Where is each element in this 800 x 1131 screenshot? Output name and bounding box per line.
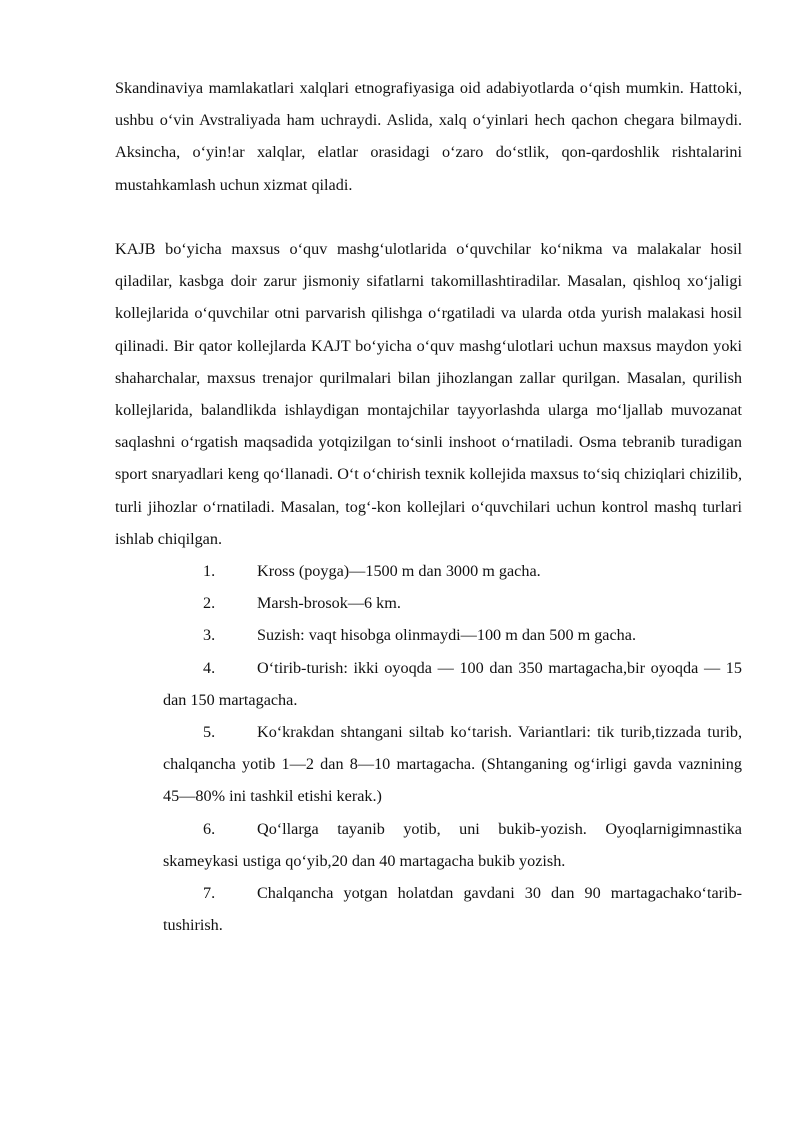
exercise-list — [115, 555, 742, 941]
paragraph-1: Skandinaviya mamlakatlari xalqlari etnografiyasiga oid adabiyotlarda o‘qish mumkin. Hattoki, ushbu o‘vin Avstraliyada ham uchraydi. Aslida, xalq o‘yinlari hech qachon chegara bilmaydi. Aksincha, o‘yin!ar xalqlar, elatlar orasidagi o‘zaro do‘stlik, qon-qardoshlik rishtalarini mustahkamlash uchun xizmat qiladi. — [115, 79, 742, 194]
list-item — [163, 555, 742, 587]
paragraph-spacer — [115, 201, 742, 233]
list-item — [163, 587, 742, 619]
list-item-text: O‘tirib-turish: ikki oyoqda — 100 dan 350 martagacha,bir oyoqda — 15 dan 150 martagacha. — [163, 658, 742, 709]
list-item-number: 5. — [203, 723, 216, 742]
list-item-number: 3. — [203, 626, 216, 645]
list-item-text: Suzish: vaqt hisobga olinmaydi—100 m dan 500 m gacha. — [257, 626, 637, 645]
list-item-number: 2. — [203, 594, 216, 613]
list-item-text: Qo‘llarga tayanib yotib, uni bukib-yozish. Oyoqlarnigimnastika skameykasi ustiga qo‘yib,20 dan 40 martagacha bukib yozish. — [163, 819, 742, 870]
list-item — [163, 813, 742, 877]
list-item — [163, 877, 742, 941]
list-item — [163, 652, 742, 716]
list-item-number: 1. — [203, 562, 216, 581]
list-item-number: 6. — [203, 819, 216, 838]
list-item-number: 4. — [203, 658, 216, 677]
list-item-text: Ko‘krakdan shtangani siltab ko‘tarish. Variantlari: tik turib,tizzada turib, chalqancha yotib 1—2 dan 8—10 martagacha. (Shtanganing og‘irligi gavda vaznining 45—80% ini tashkil etishi kerak.) — [163, 723, 742, 806]
list-item — [163, 716, 742, 813]
list-item-text: Kross (poyga)—1500 m dan 3000 m gacha. — [257, 562, 541, 581]
document-page — [115, 72, 742, 941]
list-item — [163, 619, 742, 651]
list-item-number: 7. — [203, 884, 216, 903]
list-item-text: Marsh-brosok—6 km. — [257, 594, 401, 613]
paragraph-2: KAJB bo‘yicha maxsus o‘quv mashg‘ulotlarida o‘quvchilar ko‘nikma va malakalar hosil qiladilar, kasbga doir zarur jismoniy sifatlarni takomillashtiradilar. Masalan, qishloq xo‘jaligi kollejlarida o‘quvchilar otni parvarish qilishga o‘rgatiladi va ularda otda yurish malakasi hosil qilinadi. Bir qator kollejlarda KAJT bo‘yicha o‘quv mashg‘ulotlari uchun maxsus maydon yoki shaharchalar, maxsus trenajor qurilmalari bilan jihozlangan zallar qurilgan. Masalan, qurilish kollejlarida, balandlikda ishlaydigan montajchilar tayyorlashda ularga mo‘ljallab muvozanat saqlashni o‘rgatish maqsadida yotqizilgan to‘sinli inshoot o‘rnatiladi. Osma tebranib turadigan sport snaryadlari keng qo‘llanadi. O‘t o‘chirish texnik kollejida maxsus to‘siq chiziqlari chizilib, turli jihozlar o‘rnatiladi. Masalan, tog‘-kon kollejlari o‘quvchilari uchun kontrol mashq turlari ishlab chiqilgan. — [115, 240, 742, 548]
list-item-text: Chalqancha yotgan holatdan gavdani 30 dan 90 martagachako‘tarib-tushirish. — [163, 884, 742, 935]
